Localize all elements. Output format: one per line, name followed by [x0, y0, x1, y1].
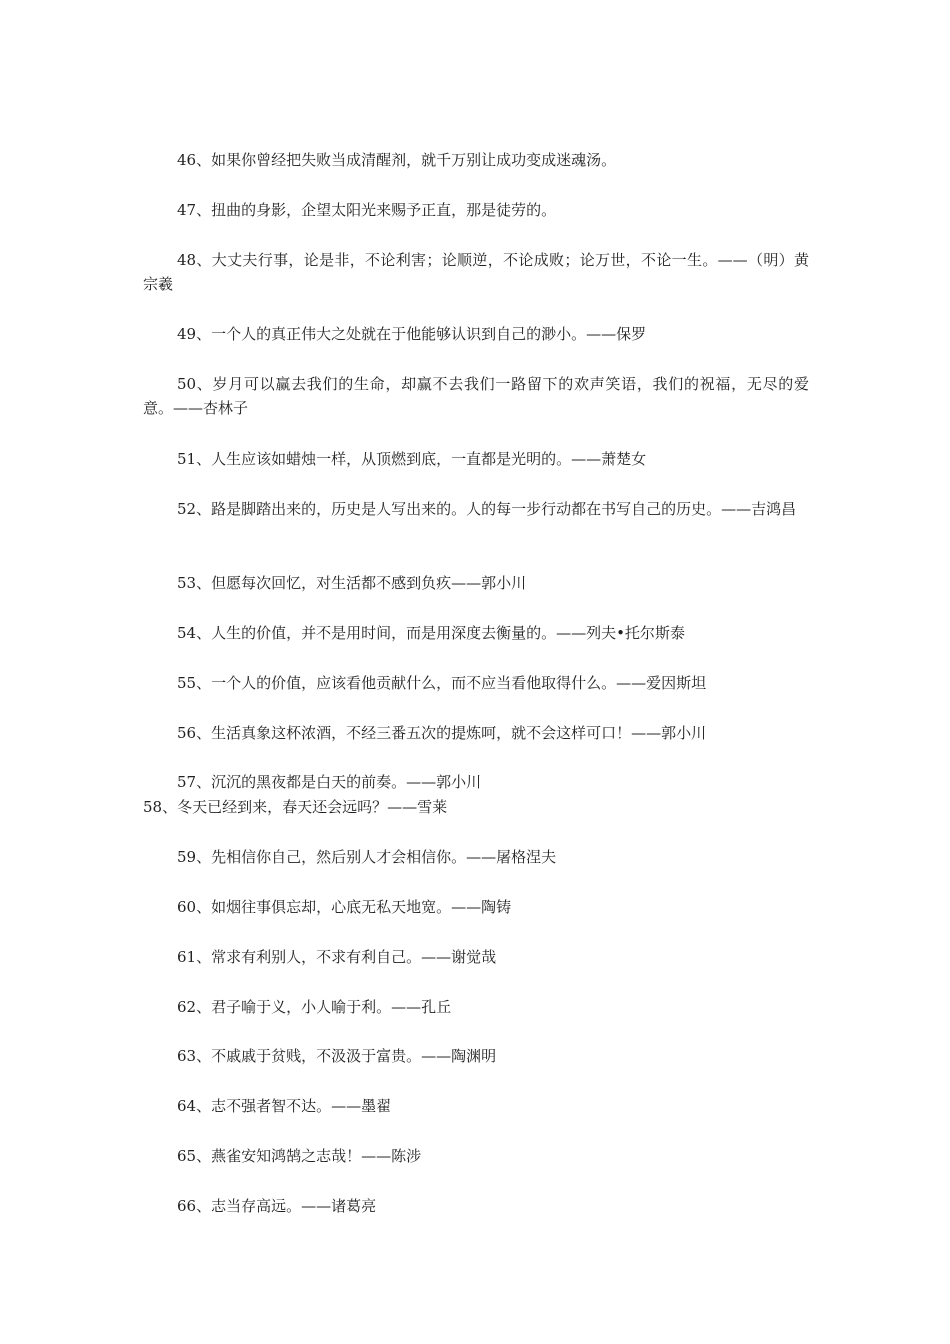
paragraph-47: 47、扭曲的身影，企望太阳光来赐予正直，那是徒劳的。	[177, 201, 557, 219]
paragraph-54: 54、人生的价值，并不是用时间，而是用深度去衡量的。——列夫•托尔斯泰	[177, 624, 685, 642]
paragraph-53: 53、但愿每次回忆，对生活都不感到负疚——郭小川	[177, 574, 527, 592]
paragraph-55: 55、一个人的价值，应该看他贡献什么，而不应当看他取得什么。——爱因斯坦	[177, 674, 707, 692]
paragraph-60: 60、如烟往事俱忘却，心底无私天地宽。——陶铸	[177, 898, 512, 916]
paragraph-52: 52、路是脚踏出来的，历史是人写出来的。人的每一步行动都在书写自己的历史。——吉鸿昌	[177, 500, 797, 518]
paragraph-63: 63、不戚戚于贫贱，不汲汲于富贵。——陶渊明	[177, 1047, 497, 1065]
paragraph-50: 50、岁月可以赢去我们的生命，却赢不去我们一路留下的欢声笑语，我们的祝福，无尽的爱意。——杏林子	[143, 375, 809, 417]
paragraph-48: 48、大丈夫行事，论是非，不论利害；论顺逆，不论成败；论万世，不论一生。——（明）黄宗羲	[143, 251, 809, 293]
paragraph-59: 59、先相信你自己，然后别人才会相信你。——屠格涅夫	[177, 848, 557, 866]
paragraph-66: 66、志当存高远。——诸葛亮	[177, 1197, 377, 1215]
paragraph-64: 64、志不强者智不达。——墨翟	[177, 1097, 392, 1115]
paragraph-58: 58、冬天已经到来，春天还会远吗？——雪莱	[143, 798, 448, 816]
paragraph-56: 56、生活真象这杯浓酒，不经三番五次的提炼呵，就不会这样可口！——郭小川	[177, 724, 707, 742]
paragraph-46: 46、如果你曾经把失败当成清醒剂，就千万别让成功变成迷魂汤。	[177, 151, 617, 169]
paragraph-51: 51、人生应该如蜡烛一样，从顶燃到底，一直都是光明的。——萧楚女	[177, 450, 647, 468]
paragraph-49: 49、一个人的真正伟大之处就在于他能够认识到自己的渺小。——保罗	[177, 325, 647, 343]
paragraph-62: 62、君子喻于义，小人喻于利。——孔丘	[177, 998, 452, 1016]
paragraph-57: 57、沉沉的黑夜都是白天的前奏。——郭小川	[177, 773, 482, 791]
paragraph-65: 65、燕雀安知鸿鹄之志哉！——陈涉	[177, 1147, 422, 1165]
paragraph-61: 61、常求有利别人，不求有利自己。——谢觉哉	[177, 948, 497, 966]
